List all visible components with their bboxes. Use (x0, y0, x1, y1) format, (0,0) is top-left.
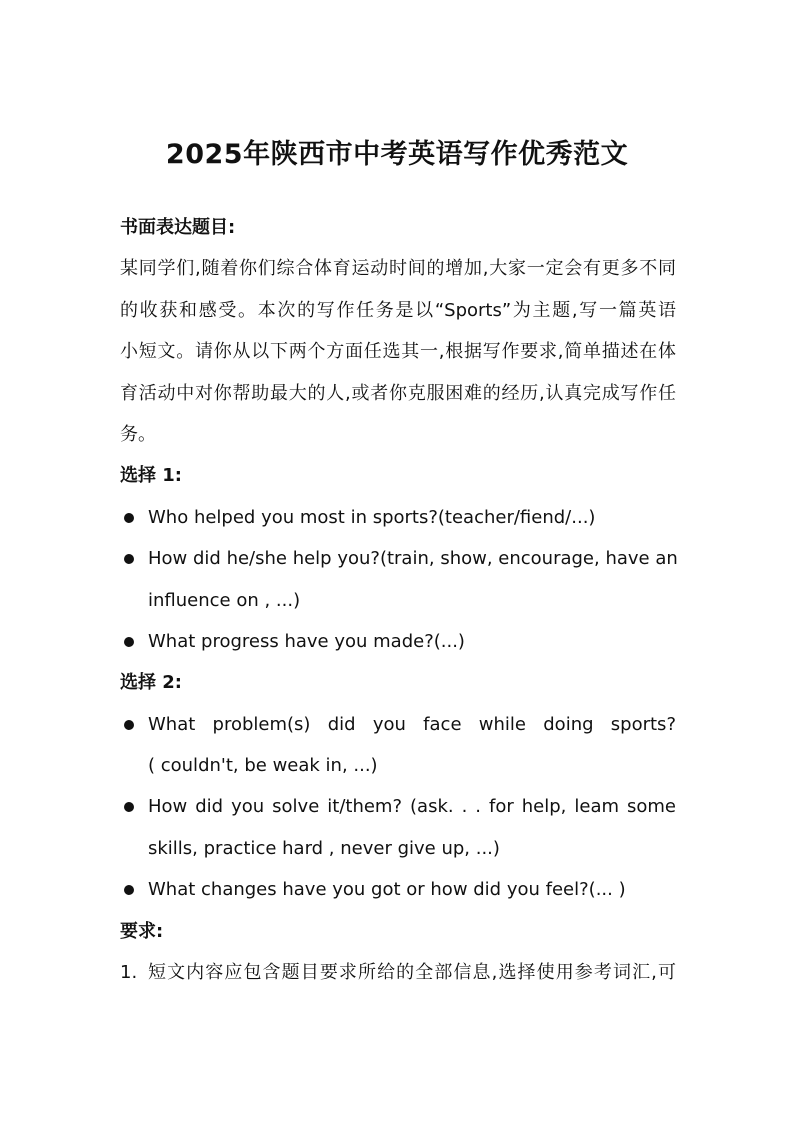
option-1-heading: 选择 1: (120, 465, 182, 487)
option-2-item-1-continuation: ( couldn't, be weak in, ...) (148, 755, 378, 777)
option-1-item-1-text: Who helped you most in sports?(teacher/fiend/...) (148, 506, 596, 528)
intro-line-2: 的收获和感受。本次的写作任务是以“Sports”为主题,写一篇英语 (120, 299, 676, 321)
bullet-icon (124, 513, 134, 523)
section-heading: 书面表达题目: (120, 217, 236, 238)
document-title: 2025年陕西市中考英语写作优秀范文 (165, 139, 629, 170)
bullet-icon (124, 802, 134, 812)
option-2-item-2-continuation: skills, practice hard , never give up, ...) (148, 837, 500, 859)
option-2-heading: 选择 2: (120, 672, 182, 694)
bullet-icon (124, 720, 134, 730)
option-2-item-3 (120, 869, 676, 910)
option-1-item-2-continuation: influence on , ...) (148, 589, 301, 611)
bullet-icon (124, 554, 134, 564)
document-body (120, 207, 676, 993)
intro-line-1: 某同学们,随着你们综合体育运动时间的增加,大家一定会有更多不同 (120, 258, 676, 280)
bullet-icon (124, 885, 134, 895)
requirements-heading: 要求: (120, 920, 164, 942)
intro-line-5: 务。 (120, 423, 156, 445)
requirement-item-1 (120, 952, 676, 993)
option-1-item-2 (120, 538, 676, 579)
option-1-item-2-text-line-1: How did he/she help you?(train, show, encourage, have an (148, 548, 678, 570)
option-1-item-1 (120, 497, 676, 538)
option-1-item-3 (120, 621, 676, 662)
option-2-item-1-text-line-1: What problem(s) did you face while doing sports? (148, 713, 676, 735)
option-2-item-3-text: What changes have you got or how did you feel?(... ) (148, 879, 626, 901)
option-2-item-1 (120, 704, 676, 745)
intro-line-3: 小短文。请你从以下两个方面任选其一,根据写作要求,简单描述在体 (120, 341, 676, 363)
requirement-item-1-text: 短文内容应包含题目要求所给的全部信息,选择使用参考词汇,可 (148, 962, 676, 984)
requirement-number: 1. (120, 962, 138, 984)
option-2-item-2-text-line-1: How did you solve it/them? (ask. . . for help, leam some (148, 796, 676, 818)
intro-line-4: 育活动中对你帮助最大的人,或者你克服困难的经历,认真完成写作任 (120, 382, 676, 404)
bullet-icon (124, 637, 134, 647)
option-2-item-2 (120, 786, 676, 827)
option-1-item-3-text: What progress have you made?(...) (148, 630, 465, 652)
